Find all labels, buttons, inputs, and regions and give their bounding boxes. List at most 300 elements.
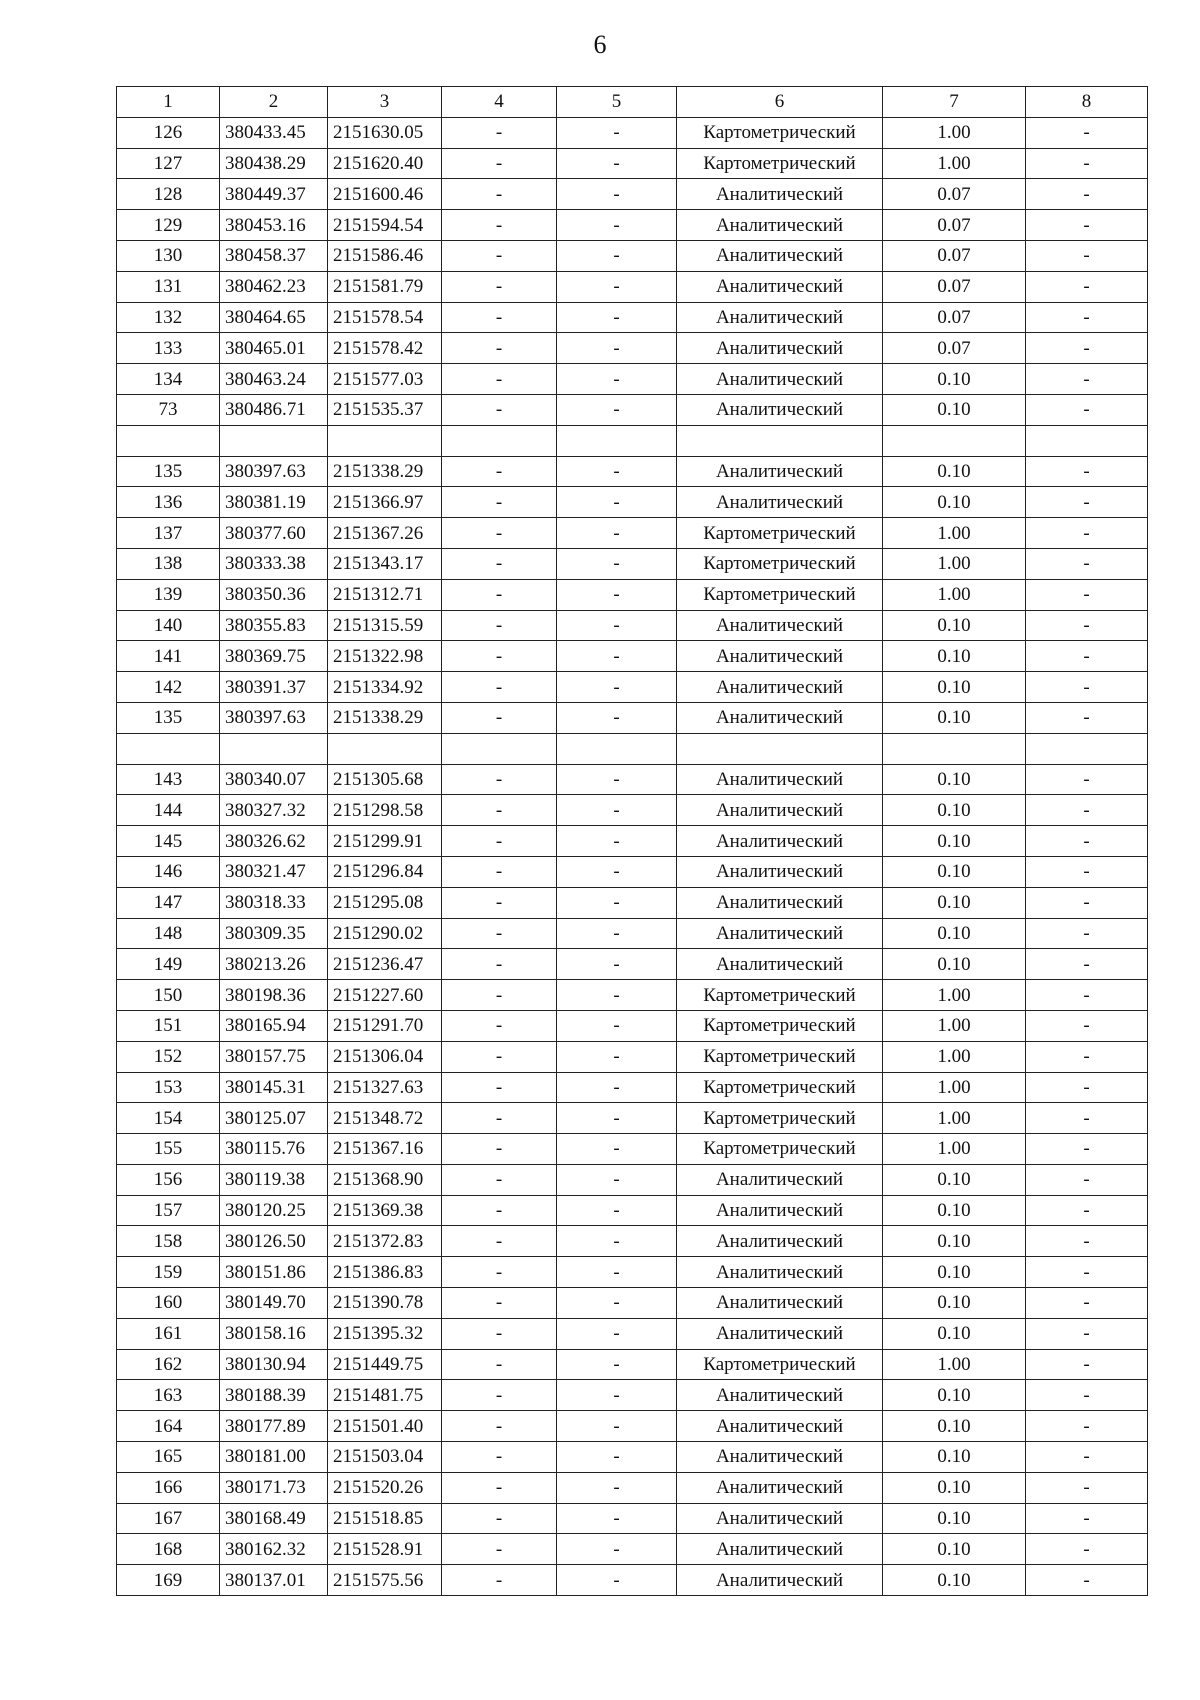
- table-row: [117, 117, 1148, 148]
- y-coordinate-cell: 2151306.04: [328, 1041, 442, 1072]
- y-coordinate-cell: 2151338.29: [328, 456, 442, 487]
- point-number-cell: 167: [117, 1503, 220, 1534]
- table-row: [117, 1503, 1148, 1534]
- col5-cell: -: [557, 1472, 677, 1503]
- accuracy-cell: 0.10: [883, 1565, 1026, 1596]
- col8-cell: -: [1026, 333, 1148, 364]
- point-number-cell: 141: [117, 641, 220, 672]
- accuracy-cell: 0.07: [883, 333, 1026, 364]
- col8-cell: -: [1026, 1318, 1148, 1349]
- table-row: [117, 1195, 1148, 1226]
- col8-cell: -: [1026, 364, 1148, 395]
- y-coordinate-cell: 2151390.78: [328, 1288, 442, 1319]
- accuracy-cell: 1.00: [883, 1349, 1026, 1380]
- col8-cell: -: [1026, 210, 1148, 241]
- x-coordinate-cell: 380377.60: [220, 518, 328, 549]
- point-number-cell: 144: [117, 795, 220, 826]
- col4-cell: -: [442, 1134, 557, 1165]
- point-number-cell: 146: [117, 856, 220, 887]
- col4-cell: -: [442, 1226, 557, 1257]
- accuracy-cell: 0.10: [883, 826, 1026, 857]
- x-coordinate-cell: 380125.07: [220, 1103, 328, 1134]
- x-coordinate-cell: 380181.00: [220, 1442, 328, 1473]
- point-number-cell: 162: [117, 1349, 220, 1380]
- col8-cell: -: [1026, 1534, 1148, 1565]
- col4-cell: -: [442, 148, 557, 179]
- x-coordinate-cell: 380119.38: [220, 1164, 328, 1195]
- table-row: [117, 271, 1148, 302]
- y-coordinate-cell: 2151369.38: [328, 1195, 442, 1226]
- table-row: [117, 487, 1148, 518]
- x-coordinate-cell: 380350.36: [220, 579, 328, 610]
- y-coordinate-cell: 2151236.47: [328, 949, 442, 980]
- x-coordinate-cell: 380158.16: [220, 1318, 328, 1349]
- accuracy-cell: 0.10: [883, 1288, 1026, 1319]
- method-cell: Картометрический: [677, 1134, 883, 1165]
- table-row: [117, 364, 1148, 395]
- col4-cell: [442, 733, 557, 764]
- table-row: [117, 610, 1148, 641]
- col8-cell: -: [1026, 548, 1148, 579]
- column-header: 4: [442, 87, 557, 118]
- col4-cell: -: [442, 672, 557, 703]
- x-coordinate-cell: 380115.76: [220, 1134, 328, 1165]
- method-cell: Аналитический: [677, 949, 883, 980]
- point-number-cell: 137: [117, 518, 220, 549]
- y-coordinate-cell: 2151481.75: [328, 1380, 442, 1411]
- point-number-cell: 133: [117, 333, 220, 364]
- col5-cell: -: [557, 364, 677, 395]
- point-number-cell: 166: [117, 1472, 220, 1503]
- col4-cell: -: [442, 579, 557, 610]
- table-row: [117, 548, 1148, 579]
- y-coordinate-cell: 2151312.71: [328, 579, 442, 610]
- col8-cell: -: [1026, 1349, 1148, 1380]
- col4-cell: -: [442, 1288, 557, 1319]
- y-coordinate-cell: 2151386.83: [328, 1257, 442, 1288]
- point-number-cell: 129: [117, 210, 220, 241]
- col5-cell: -: [557, 1565, 677, 1596]
- x-coordinate-cell: 380198.36: [220, 980, 328, 1011]
- table-row: [117, 826, 1148, 857]
- table-row: [117, 1349, 1148, 1380]
- method-cell: Картометрический: [677, 980, 883, 1011]
- accuracy-cell: 1.00: [883, 579, 1026, 610]
- col5-cell: [557, 733, 677, 764]
- point-number-cell: 138: [117, 548, 220, 579]
- col8-cell: -: [1026, 271, 1148, 302]
- method-cell: Аналитический: [677, 1503, 883, 1534]
- y-coordinate-cell: [328, 733, 442, 764]
- accuracy-cell: 0.10: [883, 1411, 1026, 1442]
- y-coordinate-cell: 2151327.63: [328, 1072, 442, 1103]
- table-row: [117, 240, 1148, 271]
- col5-cell: -: [557, 949, 677, 980]
- table-row: [117, 518, 1148, 549]
- col5-cell: -: [557, 1164, 677, 1195]
- x-coordinate-cell: 380369.75: [220, 641, 328, 672]
- col5-cell: -: [557, 333, 677, 364]
- point-number-cell: 153: [117, 1072, 220, 1103]
- point-number-cell: 148: [117, 918, 220, 949]
- accuracy-cell: 0.10: [883, 949, 1026, 980]
- accuracy-cell: 1.00: [883, 117, 1026, 148]
- method-cell: Картометрический: [677, 1072, 883, 1103]
- column-header: 7: [883, 87, 1026, 118]
- col4-cell: -: [442, 641, 557, 672]
- x-coordinate-cell: 380188.39: [220, 1380, 328, 1411]
- accuracy-cell: 0.10: [883, 1164, 1026, 1195]
- col4-cell: -: [442, 333, 557, 364]
- table-row: [117, 1411, 1148, 1442]
- table-row: [117, 1010, 1148, 1041]
- point-number-cell: 156: [117, 1164, 220, 1195]
- col8-cell: -: [1026, 980, 1148, 1011]
- col4-cell: -: [442, 980, 557, 1011]
- col8-cell: -: [1026, 1103, 1148, 1134]
- col8-cell: -: [1026, 1195, 1148, 1226]
- x-coordinate-cell: 380126.50: [220, 1226, 328, 1257]
- y-coordinate-cell: 2151535.37: [328, 394, 442, 425]
- x-coordinate-cell: 380340.07: [220, 764, 328, 795]
- accuracy-cell: 1.00: [883, 148, 1026, 179]
- col5-cell: -: [557, 1349, 677, 1380]
- y-coordinate-cell: 2151586.46: [328, 240, 442, 271]
- col4-cell: -: [442, 548, 557, 579]
- accuracy-cell: 0.10: [883, 610, 1026, 641]
- col8-cell: -: [1026, 1565, 1148, 1596]
- col5-cell: -: [557, 856, 677, 887]
- col8-cell: -: [1026, 1380, 1148, 1411]
- x-coordinate-cell: 380309.35: [220, 918, 328, 949]
- col4-cell: -: [442, 610, 557, 641]
- table-row: [117, 1472, 1148, 1503]
- accuracy-cell: 0.10: [883, 1503, 1026, 1534]
- accuracy-cell: 1.00: [883, 980, 1026, 1011]
- col8-cell: -: [1026, 394, 1148, 425]
- table-row: [117, 856, 1148, 887]
- column-header: 3: [328, 87, 442, 118]
- y-coordinate-cell: 2151227.60: [328, 980, 442, 1011]
- y-coordinate-cell: [328, 425, 442, 456]
- col8-cell: -: [1026, 949, 1148, 980]
- col4-cell: -: [442, 795, 557, 826]
- col4-cell: -: [442, 1318, 557, 1349]
- accuracy-cell: 0.10: [883, 887, 1026, 918]
- table-row: [117, 1072, 1148, 1103]
- x-coordinate-cell: 380321.47: [220, 856, 328, 887]
- x-coordinate-cell: 380177.89: [220, 1411, 328, 1442]
- col5-cell: -: [557, 918, 677, 949]
- table-row: [117, 210, 1148, 241]
- point-number-cell: 135: [117, 702, 220, 733]
- col5-cell: -: [557, 702, 677, 733]
- table-row: [117, 1226, 1148, 1257]
- col5-cell: -: [557, 1411, 677, 1442]
- col8-cell: -: [1026, 856, 1148, 887]
- col4-cell: -: [442, 764, 557, 795]
- point-number-cell: [117, 733, 220, 764]
- y-coordinate-cell: 2151334.92: [328, 672, 442, 703]
- x-coordinate-cell: 380391.37: [220, 672, 328, 703]
- x-coordinate-cell: 380162.32: [220, 1534, 328, 1565]
- point-number-cell: 159: [117, 1257, 220, 1288]
- column-header: 2: [220, 87, 328, 118]
- col8-cell: -: [1026, 117, 1148, 148]
- x-coordinate-cell: 380381.19: [220, 487, 328, 518]
- col5-cell: -: [557, 980, 677, 1011]
- x-coordinate-cell: 380397.63: [220, 702, 328, 733]
- table-row: [117, 1565, 1148, 1596]
- col4-cell: -: [442, 1195, 557, 1226]
- y-coordinate-cell: 2151295.08: [328, 887, 442, 918]
- point-number-cell: 151: [117, 1010, 220, 1041]
- method-cell: Аналитический: [677, 240, 883, 271]
- x-coordinate-cell: 380333.38: [220, 548, 328, 579]
- col5-cell: -: [557, 117, 677, 148]
- y-coordinate-cell: 2151594.54: [328, 210, 442, 241]
- point-number-cell: 139: [117, 579, 220, 610]
- point-number-cell: 135: [117, 456, 220, 487]
- col5-cell: -: [557, 302, 677, 333]
- method-cell: Аналитический: [677, 210, 883, 241]
- col8-cell: -: [1026, 1041, 1148, 1072]
- table-row: [117, 980, 1148, 1011]
- accuracy-cell: 0.10: [883, 1472, 1026, 1503]
- method-cell: Аналитический: [677, 826, 883, 857]
- point-number-cell: 132: [117, 302, 220, 333]
- x-coordinate-cell: [220, 733, 328, 764]
- method-cell: Картометрический: [677, 148, 883, 179]
- y-coordinate-cell: 2151298.58: [328, 795, 442, 826]
- accuracy-cell: 1.00: [883, 548, 1026, 579]
- accuracy-cell: 0.10: [883, 1380, 1026, 1411]
- col4-cell: -: [442, 1472, 557, 1503]
- col8-cell: -: [1026, 487, 1148, 518]
- col8-cell: -: [1026, 764, 1148, 795]
- y-coordinate-cell: 2151578.54: [328, 302, 442, 333]
- table-row: [117, 1134, 1148, 1165]
- method-cell: Картометрический: [677, 579, 883, 610]
- point-number-cell: 142: [117, 672, 220, 703]
- accuracy-cell: 0.10: [883, 1226, 1026, 1257]
- col4-cell: -: [442, 1442, 557, 1473]
- x-coordinate-cell: 380149.70: [220, 1288, 328, 1319]
- accuracy-cell: 0.07: [883, 210, 1026, 241]
- accuracy-cell: 0.10: [883, 918, 1026, 949]
- table-row: [117, 764, 1148, 795]
- method-cell: [677, 733, 883, 764]
- column-header: 1: [117, 87, 220, 118]
- accuracy-cell: [883, 425, 1026, 456]
- col5-cell: -: [557, 1134, 677, 1165]
- col8-cell: -: [1026, 918, 1148, 949]
- method-cell: Аналитический: [677, 1288, 883, 1319]
- accuracy-cell: 0.10: [883, 1257, 1026, 1288]
- col5-cell: -: [557, 610, 677, 641]
- x-coordinate-cell: 380157.75: [220, 1041, 328, 1072]
- column-header: 6: [677, 87, 883, 118]
- accuracy-cell: [883, 733, 1026, 764]
- accuracy-cell: 0.10: [883, 702, 1026, 733]
- col5-cell: -: [557, 795, 677, 826]
- col4-cell: -: [442, 302, 557, 333]
- method-cell: Картометрический: [677, 1103, 883, 1134]
- point-number-cell: 165: [117, 1442, 220, 1473]
- col4-cell: -: [442, 394, 557, 425]
- y-coordinate-cell: 2151338.29: [328, 702, 442, 733]
- col4-cell: -: [442, 518, 557, 549]
- col8-cell: -: [1026, 610, 1148, 641]
- accuracy-cell: 1.00: [883, 1072, 1026, 1103]
- col5-cell: -: [557, 1226, 677, 1257]
- point-number-cell: 155: [117, 1134, 220, 1165]
- point-number-cell: 150: [117, 980, 220, 1011]
- col8-cell: -: [1026, 1226, 1148, 1257]
- x-coordinate-cell: 380137.01: [220, 1565, 328, 1596]
- col8-cell: -: [1026, 795, 1148, 826]
- col5-cell: -: [557, 148, 677, 179]
- method-cell: Аналитический: [677, 610, 883, 641]
- x-coordinate-cell: 380120.25: [220, 1195, 328, 1226]
- accuracy-cell: 0.10: [883, 364, 1026, 395]
- method-cell: Аналитический: [677, 1257, 883, 1288]
- x-coordinate-cell: 380168.49: [220, 1503, 328, 1534]
- col8-cell: -: [1026, 1134, 1148, 1165]
- y-coordinate-cell: 2151449.75: [328, 1349, 442, 1380]
- method-cell: Аналитический: [677, 1318, 883, 1349]
- x-coordinate-cell: 380145.31: [220, 1072, 328, 1103]
- y-coordinate-cell: 2151367.16: [328, 1134, 442, 1165]
- x-coordinate-cell: 380326.62: [220, 826, 328, 857]
- accuracy-cell: 0.10: [883, 394, 1026, 425]
- col4-cell: -: [442, 1349, 557, 1380]
- y-coordinate-cell: 2151305.68: [328, 764, 442, 795]
- col8-cell: -: [1026, 1257, 1148, 1288]
- col4-cell: -: [442, 1164, 557, 1195]
- method-cell: Аналитический: [677, 1226, 883, 1257]
- col5-cell: -: [557, 210, 677, 241]
- method-cell: Аналитический: [677, 641, 883, 672]
- col5-cell: -: [557, 1534, 677, 1565]
- method-cell: Аналитический: [677, 271, 883, 302]
- col5-cell: -: [557, 1103, 677, 1134]
- col4-cell: -: [442, 456, 557, 487]
- col8-cell: -: [1026, 179, 1148, 210]
- x-coordinate-cell: 380213.26: [220, 949, 328, 980]
- table-row: [117, 887, 1148, 918]
- table-row: [117, 1380, 1148, 1411]
- method-cell: Аналитический: [677, 1380, 883, 1411]
- y-coordinate-cell: 2151368.90: [328, 1164, 442, 1195]
- y-coordinate-cell: 2151528.91: [328, 1534, 442, 1565]
- method-cell: Картометрический: [677, 548, 883, 579]
- col4-cell: -: [442, 487, 557, 518]
- y-coordinate-cell: 2151581.79: [328, 271, 442, 302]
- y-coordinate-cell: 2151600.46: [328, 179, 442, 210]
- y-coordinate-cell: 2151520.26: [328, 1472, 442, 1503]
- x-coordinate-cell: 380151.86: [220, 1257, 328, 1288]
- method-cell: Аналитический: [677, 333, 883, 364]
- y-coordinate-cell: 2151575.56: [328, 1565, 442, 1596]
- table-row: [117, 456, 1148, 487]
- table-row: [117, 918, 1148, 949]
- col8-cell: -: [1026, 302, 1148, 333]
- x-coordinate-cell: 380458.37: [220, 240, 328, 271]
- y-coordinate-cell: 2151366.97: [328, 487, 442, 518]
- col4-cell: -: [442, 826, 557, 857]
- method-cell: Аналитический: [677, 1411, 883, 1442]
- y-coordinate-cell: 2151518.85: [328, 1503, 442, 1534]
- x-coordinate-cell: 380464.65: [220, 302, 328, 333]
- col8-cell: -: [1026, 1072, 1148, 1103]
- point-number-cell: 130: [117, 240, 220, 271]
- method-cell: Аналитический: [677, 1534, 883, 1565]
- col4-cell: -: [442, 702, 557, 733]
- table-row: [117, 148, 1148, 179]
- method-cell: Аналитический: [677, 702, 883, 733]
- table-row: [117, 1288, 1148, 1319]
- col4-cell: -: [442, 1103, 557, 1134]
- method-cell: Аналитический: [677, 302, 883, 333]
- method-cell: Аналитический: [677, 1442, 883, 1473]
- col4-cell: [442, 425, 557, 456]
- point-number-cell: 161: [117, 1318, 220, 1349]
- accuracy-cell: 0.10: [883, 1195, 1026, 1226]
- accuracy-cell: 1.00: [883, 1134, 1026, 1165]
- method-cell: Аналитический: [677, 179, 883, 210]
- point-number-cell: 169: [117, 1565, 220, 1596]
- method-cell: [677, 425, 883, 456]
- col4-cell: -: [442, 210, 557, 241]
- table-row: [117, 579, 1148, 610]
- table-row: [117, 302, 1148, 333]
- col4-cell: -: [442, 364, 557, 395]
- col4-cell: -: [442, 1010, 557, 1041]
- method-cell: Картометрический: [677, 1010, 883, 1041]
- col8-cell: [1026, 733, 1148, 764]
- method-cell: Аналитический: [677, 1472, 883, 1503]
- col5-cell: -: [557, 240, 677, 271]
- accuracy-cell: 0.07: [883, 240, 1026, 271]
- point-number-cell: 134: [117, 364, 220, 395]
- col4-cell: -: [442, 1565, 557, 1596]
- col8-cell: -: [1026, 826, 1148, 857]
- accuracy-cell: 0.07: [883, 271, 1026, 302]
- col8-cell: -: [1026, 1411, 1148, 1442]
- method-cell: Картометрический: [677, 1349, 883, 1380]
- col8-cell: -: [1026, 1010, 1148, 1041]
- y-coordinate-cell: 2151372.83: [328, 1226, 442, 1257]
- method-cell: Аналитический: [677, 1195, 883, 1226]
- col5-cell: -: [557, 641, 677, 672]
- col4-cell: -: [442, 240, 557, 271]
- point-number-cell: 168: [117, 1534, 220, 1565]
- method-cell: Картометрический: [677, 518, 883, 549]
- col8-cell: -: [1026, 1503, 1148, 1534]
- col5-cell: -: [557, 1257, 677, 1288]
- col5-cell: -: [557, 1442, 677, 1473]
- col5-cell: -: [557, 1041, 677, 1072]
- x-coordinate-cell: 380397.63: [220, 456, 328, 487]
- method-cell: Аналитический: [677, 456, 883, 487]
- point-number-cell: 126: [117, 117, 220, 148]
- method-cell: Аналитический: [677, 394, 883, 425]
- method-cell: Аналитический: [677, 918, 883, 949]
- col4-cell: -: [442, 179, 557, 210]
- col5-cell: -: [557, 1288, 677, 1319]
- table-row: [117, 795, 1148, 826]
